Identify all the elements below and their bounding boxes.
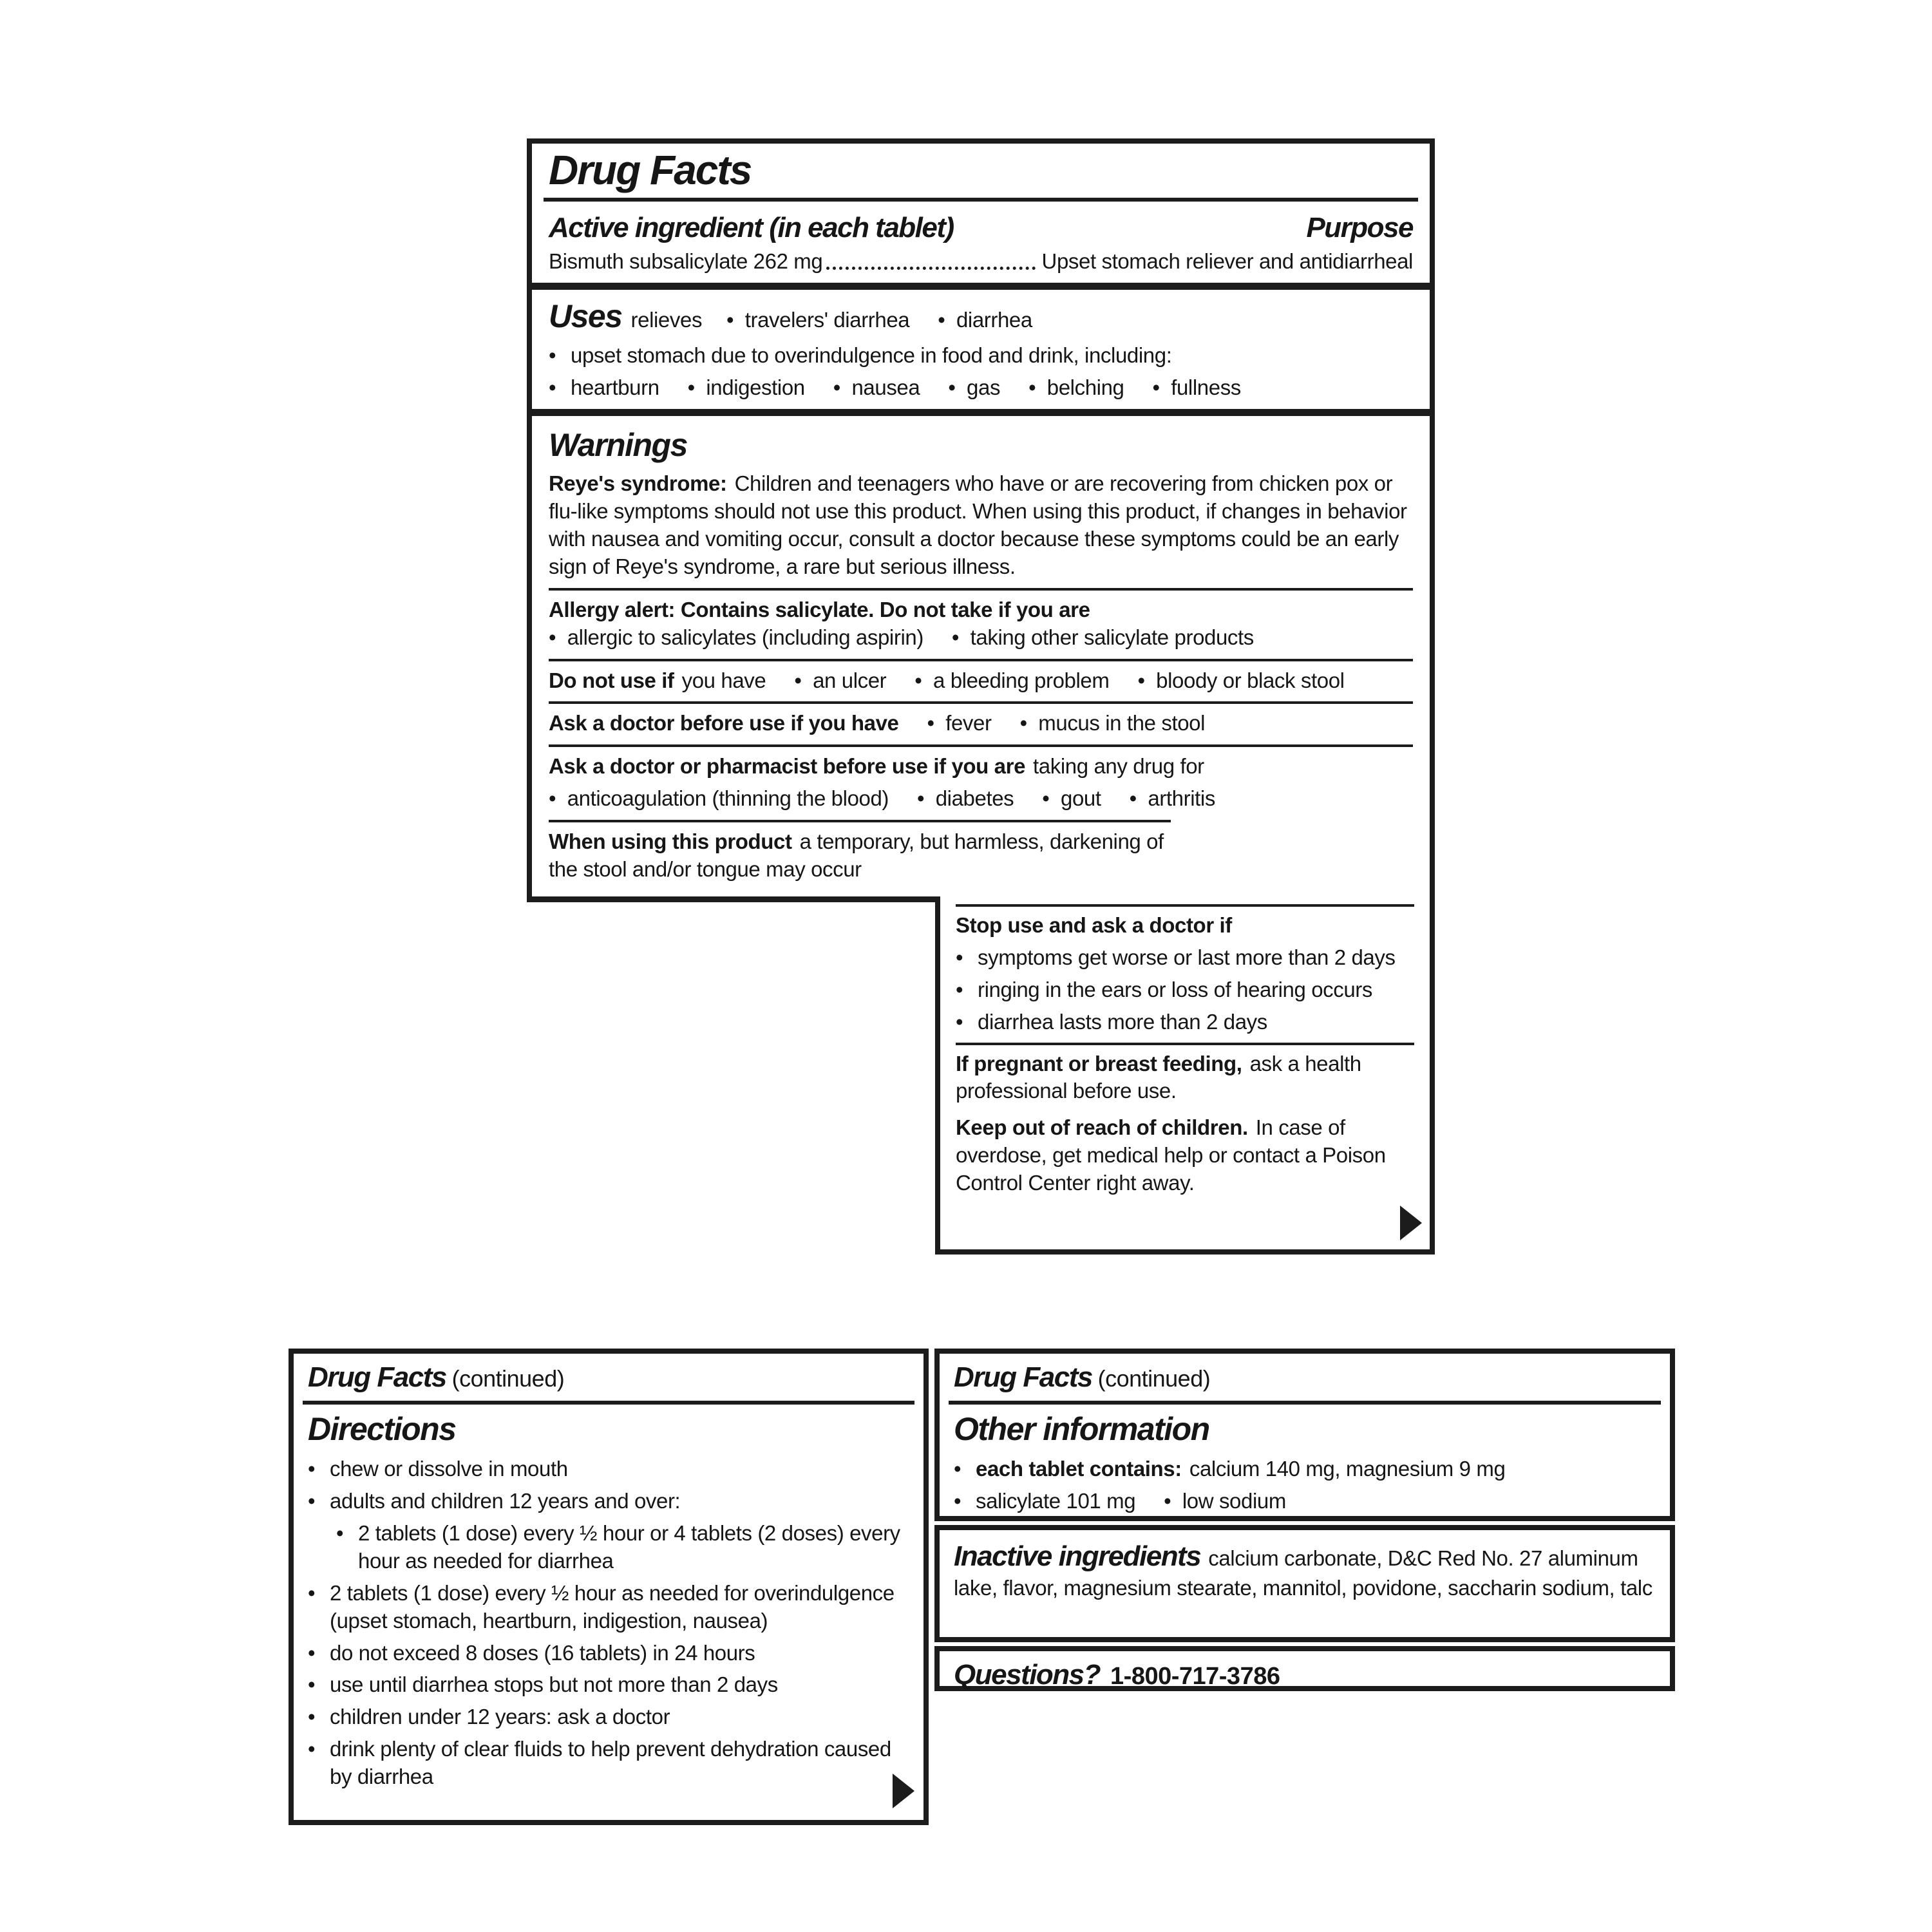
active-ingredient-heading: Active ingredient (in each tablet) (549, 212, 954, 244)
do-not-use-bullet: • bloody or black stool (1137, 668, 1344, 692)
uses-bullet: • indigestion (688, 375, 805, 399)
do-not-use-bullet: • an ulcer (794, 668, 886, 692)
directions-bullet: • drink plenty of clear fluids to help prevent dehydration caused by diarrhea (308, 1736, 909, 1791)
active-ingredient-row (549, 248, 1413, 276)
pregnant-section (956, 1043, 1414, 1106)
continued-header-suffix: (continued) (1097, 1365, 1211, 1392)
inactive-ingredients-panel (934, 1525, 1675, 1642)
keep-out-lead: Keep out of reach of children. (956, 1115, 1248, 1140)
directions-bullet: • adults and children 12 years and over: (308, 1488, 909, 1515)
each-tablet-lead: each tablet contains: (976, 1457, 1182, 1481)
other-information-heading: Other information (954, 1411, 1209, 1448)
uses-section (549, 290, 1413, 409)
allergy-alert-section (549, 588, 1413, 659)
warnings-heading: Warnings (549, 427, 687, 464)
title-divider (544, 198, 1418, 202)
uses-symptom-bullets (549, 374, 1413, 402)
directions-bullet: • use until diarrhea stops but not more than 2 days (308, 1671, 909, 1699)
when-using-text: a temporary, but harmless, darkening of the stool and/or tongue may occur (549, 829, 1164, 882)
directions-bullet: • 2 tablets (1 dose) every ½ hour as needed for overindulgence (upset stomach, heartburn, indigestion, nausea) (308, 1580, 909, 1635)
stop-use-lead: Stop use and ask a doctor if (956, 913, 1232, 937)
header-divider (949, 1401, 1661, 1405)
allergy-bullets (549, 624, 1413, 652)
ask-doctor-section (549, 701, 1413, 744)
ask-doctor-bullet: • fever (927, 711, 992, 735)
uses-bullet: • nausea (833, 375, 920, 399)
do-not-use-lead: Do not use if (549, 668, 674, 692)
other-info-bullet (954, 1455, 1656, 1483)
uses-bullet: heartburn (571, 375, 659, 400)
questions-heading: Questions? (954, 1659, 1101, 1690)
questions-phone: 1-800-717-3786 (1110, 1663, 1280, 1690)
do-not-use-bullet: • a bleeding problem (914, 668, 1109, 692)
stop-use-bullet: • symptoms get worse or last more than 2 days (956, 944, 1414, 972)
stop-use-section (956, 904, 1414, 1036)
inactive-ingredients-text: calcium carbonate, D&C Red No. 27 aluminum lake, flavor, magnesium stearate, mannitol, povidone, saccharin sodium, talc (954, 1546, 1653, 1600)
stop-use-bullet: • ringing in the ears or loss of hearing occurs (956, 976, 1414, 1004)
keep-out-of-reach-section (956, 1114, 1414, 1197)
uses-heading: Uses (549, 298, 622, 335)
drug-facts-continued-left-panel (289, 1349, 929, 1825)
purpose-value: Upset stomach reliever and antidiarrheal (1041, 249, 1413, 273)
ask-pharmacist-text: taking any drug for (1033, 754, 1204, 779)
purpose-heading: Purpose (1306, 212, 1413, 244)
uses-bullet: • diarrhea (938, 308, 1032, 332)
allergy-bullet: • allergic to salicylates (including aspirin) (549, 625, 923, 649)
uses-bullet: • gas (948, 375, 1000, 399)
other-information-panel (934, 1349, 1675, 1521)
drug-facts-title: Drug Facts (549, 147, 752, 193)
keep-out-text: In case of overdose, get medical help or contact a Poison Control Center right away. (956, 1115, 1386, 1195)
continued-header-title: Drug Facts (308, 1361, 446, 1393)
when-using-section (549, 820, 1171, 891)
questions-panel (934, 1646, 1675, 1691)
directions-heading: Directions (308, 1411, 456, 1448)
drug-facts-top-panel (527, 138, 1435, 896)
stop-use-bullet: • diarrhea lasts more than 2 days (956, 1009, 1414, 1036)
continued-header-suffix: (continued) (451, 1365, 565, 1392)
directions-bullet: • do not exceed 8 doses (16 tablets) in 24 hours (308, 1640, 909, 1667)
uses-bullet: • fullness (1153, 375, 1241, 399)
reyes-syndrome-paragraph: Reye's syndrome: Children and teenagers who have or are recovering from chicken pox or flu-like symptoms should not use this product. When using this product, if changes in behavior with nausea and vomiting occur, consult a doctor because these symptoms could be an early sign of Reye's syndrome, a rare but serious illness. (549, 471, 1407, 578)
each-tablet-text: calcium 140 mg, magnesium 9 mg (1189, 1457, 1506, 1481)
continued-header-title: Drug Facts (954, 1361, 1092, 1393)
ask-doctor-lead: Ask a doctor before use if you have (549, 711, 899, 735)
when-using-lead: When using this product (549, 829, 792, 854)
header-divider (303, 1401, 914, 1405)
ask-pharmacist-section (549, 744, 1413, 820)
do-not-use-section (549, 659, 1413, 702)
active-ingredient-heading-row (549, 209, 1413, 246)
dotted-leader (826, 267, 1035, 270)
continued-header (954, 1359, 1656, 1396)
section-divider-heavy (532, 283, 1430, 290)
low-sodium-bullet: • low sodium (1164, 1489, 1286, 1513)
drug-facts-right-column (935, 896, 1435, 1255)
inactive-ingredients-heading: Inactive ingredients (954, 1540, 1201, 1572)
directions-sub-bullet: • 2 tablets (1 dose) every ½ hour or 4 tablets (2 doses) every hour as needed for diarrhea (336, 1520, 909, 1575)
pregnant-text: ask a health professional before use. (956, 1051, 1361, 1103)
ask-pharmacist-lead: Ask a doctor or pharmacist before use if you are (549, 754, 1026, 779)
do-not-use-text: you have (681, 668, 766, 692)
allergy-bullet: • taking other salicylate products (952, 625, 1254, 649)
section-divider-heavy (532, 409, 1430, 416)
uses-bullet: • belching (1028, 375, 1124, 399)
salicylate-text: salicylate 101 mg (976, 1489, 1136, 1513)
ask-pharmacist-bullet: • arthritis (1130, 786, 1215, 810)
uses-intro: relieves (630, 308, 703, 332)
continue-arrow-icon (893, 1774, 914, 1808)
directions-bullet: • children under 12 years: ask a doctor (308, 1703, 909, 1731)
ask-doctor-bullet: • mucus in the stool (1020, 711, 1205, 735)
uses-bullet-line: • upset stomach due to overindulgence in food and drink, including: (549, 342, 1413, 370)
top-panel-bottom-border (527, 896, 940, 902)
allergy-alert-lead: Allergy alert: Contains salicylate. Do not take if you are (549, 597, 1090, 621)
directions-bullet: • chew or dissolve in mouth (308, 1455, 909, 1483)
pregnant-lead: If pregnant or breast feeding, (956, 1051, 1242, 1075)
ask-pharmacist-bullet: • anticoagulation (thinning the blood) (549, 786, 889, 810)
active-ingredient-name: Bismuth subsalicylate 262 mg (549, 249, 823, 273)
continued-header (308, 1359, 909, 1396)
uses-bullet: • travelers' diarrhea (726, 308, 909, 332)
continue-arrow-icon (1400, 1206, 1422, 1240)
ask-pharmacist-bullet: • gout (1042, 786, 1101, 810)
ask-pharmacist-bullet: • diabetes (917, 786, 1014, 810)
warnings-section (549, 416, 1413, 588)
other-info-bullet (954, 1488, 1656, 1515)
